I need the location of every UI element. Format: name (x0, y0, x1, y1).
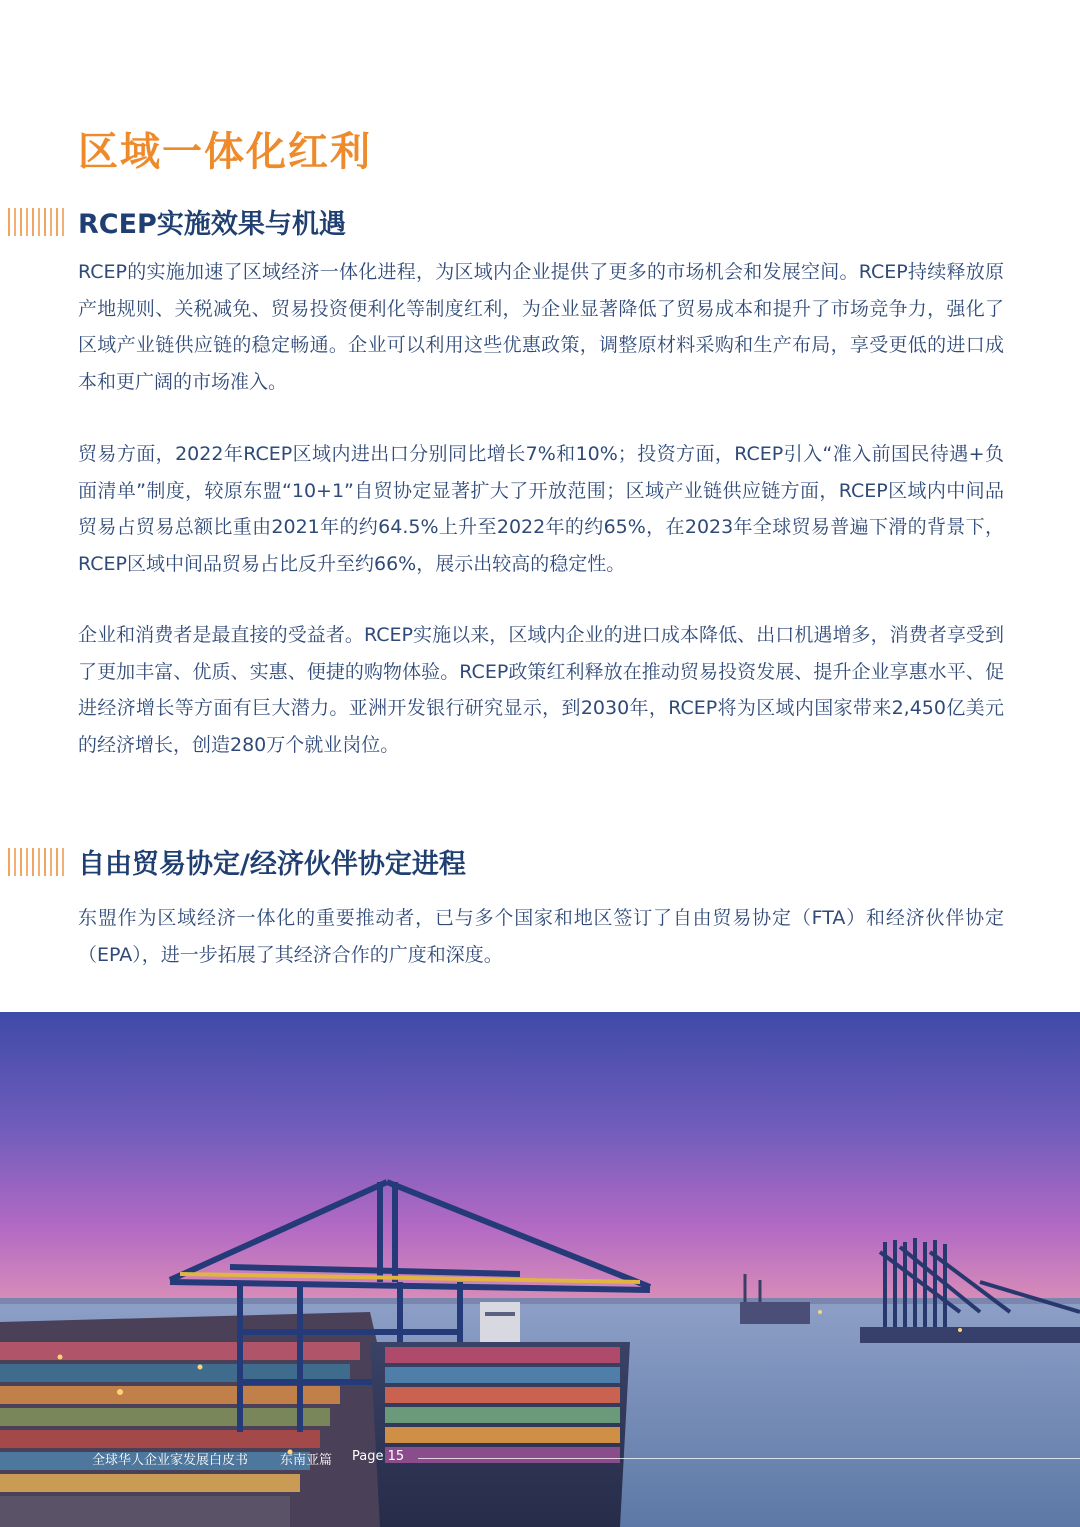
paragraph: 企业和消费者是最直接的受益者。RCEP实施以来，区域内企业的进口成本降低、出口机遇增多，消费者享受到了更加丰富、优质、实惠、便捷的购物体验。RCEP政策红利释放在推动贸易投资发展、提升企业享惠水平、促进经济增长等方面有巨大潜力。亚洲开发银行研究显示，到2030年，RCEP将为区域内国家带来2,450亿美元的经济增长，创造280万个就业岗位。 (78, 624, 1004, 756)
section-heading-label: RCEP实施效果与机遇 (78, 209, 346, 240)
page-footer (92, 1449, 1080, 1469)
footer-book-title: 全球华人企业家发展白皮书 (92, 1453, 249, 1468)
paragraph: 贸易方面，2022年RCEP区域内进出口分别同比增长7%和10%；投资方面，RCEP引入“准入前国民待遇+负面清单”制度，较原东盟“10+1”自贸协定显著扩大了开放范围；区域产业链供应链方面，RCEP区域内中间品贸易占贸易总额比重由2021年的约64.5%上升至2022年的约65%，在2023年全球贸易普遍下滑的背景下，RCEP区域中间品贸易占比反升至约66%，展示出较高的稳定性。 (78, 443, 1004, 575)
heading-stripes-decoration (8, 848, 70, 876)
footer-edition: 东南亚篇 (280, 1453, 333, 1468)
page-title: 区域一体化红利 (78, 129, 372, 175)
heading-stripes-decoration (8, 208, 70, 236)
section-heading-rcep (0, 200, 1080, 244)
paragraph: RCEP的实施加速了区域经济一体化进程，为区域内企业提供了更多的市场机会和发展空间。RCEP持续释放原产地规则、关税减免、贸易投资便利化等制度红利，为企业显著降低了贸易成本和提升了市场竞争力，强化了区域产业链供应链的稳定畅通。企业可以利用这些优惠政策，调整原材料采购和生产布局，享受更低的进口成本和更广阔的市场准入。 (78, 261, 1004, 393)
footer-page-number: Page 15 (352, 1449, 405, 1464)
paragraph: 东盟作为区域经济一体化的重要推动者，已与多个国家和地区签订了自由贸易协定（FTA）和经济伙伴协定（EPA），进一步拓展了其经济合作的广度和深度。 (78, 907, 1004, 966)
port-container-terminal-photo (0, 1012, 1080, 1527)
section-heading-fta-epa (0, 840, 1080, 884)
footer-divider-line (418, 1458, 1080, 1459)
section-heading-label: 自由贸易协定/经济伙伴协定进程 (78, 849, 466, 880)
